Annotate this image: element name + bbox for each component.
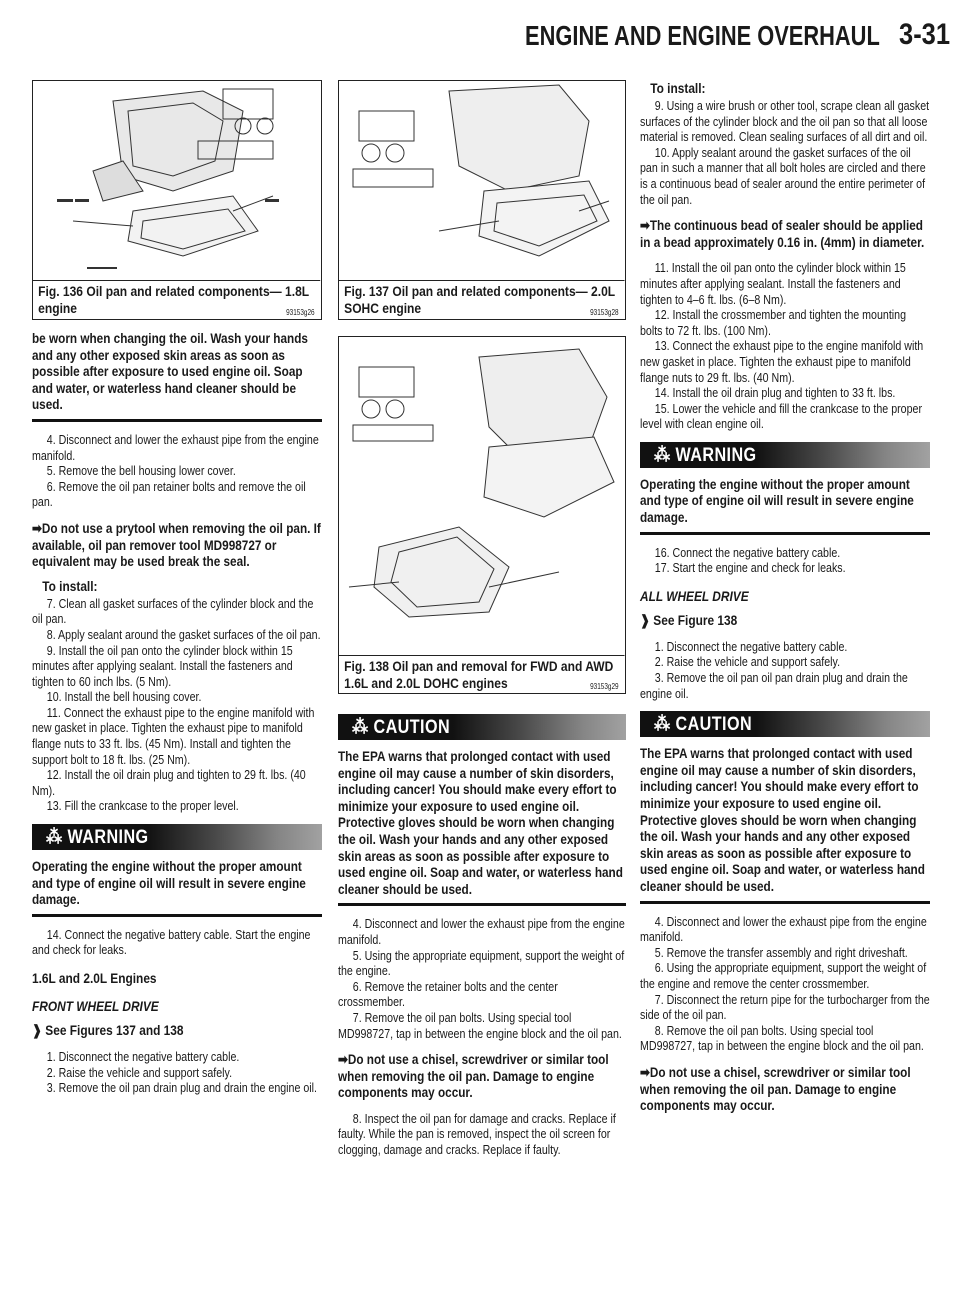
install-step-7: 7. Clean all gasket surfaces of the cylinder block and the oil pan. — [32, 595, 314, 627]
step-5: 5. Remove the bell housing lower cover. — [46, 463, 236, 479]
caution-banner — [338, 714, 626, 740]
figure-136-illustration — [33, 81, 321, 280]
step-4: 4. Disconnect and lower the exhaust pipe from the engine manifold. — [32, 431, 319, 463]
install-step-13: 13. Connect the exhaust pipe to the engine manifold with new gasket in place. Tighten the exhaust pipe to manifold flange nuts to 29 ft. lbs. (40 Nm). — [640, 338, 924, 385]
install-step-17: 17. Start the engine and check for leaks. — [654, 560, 846, 576]
install-step-14: 14. Install the oil drain plug and tighten to 33 ft. lbs. — [654, 385, 896, 401]
install-step-11: 11. Connect the exhaust pipe to the engine manifold with new gasket in place. Tighten the exhaust pipe to manifold flange nuts to 33 ft. lbs. (45 Nm). Install and tighten the support bolt to 18 ft. lbs. (25 Nm). — [32, 704, 315, 767]
awd-step-2: 2. Raise the vehicle and support safely. — [654, 654, 841, 670]
awd-step-6: 6. Using the appropriate equipment, support the weight of the engine and remove the center crossmember. — [640, 960, 927, 991]
oil-pan-diagram-icon — [339, 81, 623, 280]
note-chisel: ➡Do not use a chisel, screwdriver or similar tool when removing the oil pan. Damage to engine components may occur. — [640, 1063, 911, 1114]
section-heading: 1.6L and 2.0L Engines — [32, 970, 157, 986]
divider — [32, 419, 322, 422]
divider — [640, 532, 930, 535]
page-header — [430, 18, 950, 58]
install-heading: To install: — [42, 577, 98, 594]
awd-step-8: 8. Remove the oil pan bolts. Using special tool MD998727, tap in between the engine block and the oil pan. — [640, 1022, 924, 1054]
warning-text: Operating the engine without the proper amount and type of engine oil will result in severe engine damage. — [640, 475, 914, 526]
caution-text: The EPA warns that prolonged contact with used engine oil may cause a number of skin disorders, including cancer! You should make every effort to minimize your exposure to used engine oil. Protective gloves should be worn when changing the oil. Wash your hands and any other exposed skin areas as soon as possible after exposure to used engine oil. Soap and water, or waterless hand cleaner should be used. — [338, 748, 623, 897]
fwd-step-2: 2. Raise the vehicle and support safely. — [46, 1064, 233, 1080]
divider — [32, 914, 322, 917]
install-step-10: 10. Install the bell housing cover. — [46, 689, 202, 705]
reference-arrow-icon: ❱ — [32, 1022, 46, 1038]
caution-continued-text: be worn when changing the oil. Wash your hands and any other exposed skin areas as soon as possible after exposure to used engine oil. Soap and water, or waterless hand cleaner should be used. — [32, 330, 308, 413]
note-arrow-icon: ➡ — [32, 519, 42, 536]
figure-138-caption: Fig. 138 Oil pan and removal for FWD and AWD 1.6L and 2.0L DOHC engines — [339, 655, 624, 696]
awd-step-1: 1. Disconnect the negative battery cable. — [654, 638, 848, 654]
install-step-9: 9. Install the oil pan onto the cylinder block within 15 minutes after applying sealant. Install the fasteners and tighten to 60 inch lbs. (5 Nm). — [32, 642, 293, 689]
column-middle — [338, 80, 626, 1158]
subsection-heading: FRONT WHEEL DRIVE — [32, 998, 159, 1014]
warning-banner — [32, 824, 322, 850]
column-left — [32, 80, 322, 1096]
reference-arrow-icon: ❱ — [640, 611, 654, 628]
install-heading: To install: — [650, 80, 706, 96]
step-8: 8. Inspect the oil pan for damage and cracks. Replace if faulty. While the pan is removed, inspect the oil screen for clogging, damage and cracks. Replace if faulty. — [338, 1110, 616, 1158]
step-7: 7. Remove the oil pan bolts. Using special tool MD998727, tap in between the engine block and the oil pan. — [338, 1009, 622, 1041]
step-5: 5. Using the appropriate equipment, support the weight of the engine. — [338, 947, 625, 979]
chapter-title: ENGINE AND ENGINE OVERHAUL — [525, 20, 880, 51]
install-step-13: 13. Fill the crankcase to the proper level. — [46, 798, 239, 814]
step-6: 6. Remove the oil pan retainer bolts and remove the oil pan. — [32, 478, 306, 510]
figure-137-code: 93153g28 — [590, 308, 619, 317]
warning-banner — [640, 442, 930, 468]
figure-138 — [338, 336, 626, 694]
caution-banner — [640, 711, 930, 737]
awd-step-5: 5. Remove the transfer assembly and right driveshaft. — [654, 944, 908, 960]
warning-label: ⁂ WARNING — [654, 444, 757, 466]
caution-label: ⁂ CAUTION — [654, 714, 753, 736]
column-right — [640, 80, 930, 1114]
figure-138-code: 93153g29 — [590, 682, 619, 691]
note-arrow-icon: ➡ — [338, 1051, 348, 1068]
note-sealer-bead: ➡The continuous bead of sealer should be applied in a bead approximately 0.16 in. (4mm) in diameter. — [640, 217, 925, 250]
see-figures: ❱ See Figures 137 and 138 — [32, 1022, 184, 1038]
oil-pan-removal-diagram-icon — [339, 337, 623, 655]
install-step-9: 9. Using a wire brush or other tool, scrape clean all gasket surfaces of the cylinder block and the oil pan so that all loose material is removed. Clean sealing surfaces of all dirt and oil. — [640, 98, 930, 145]
figure-138-illustration — [339, 337, 625, 655]
page-number: 3-31 — [898, 18, 950, 51]
step-4: 4. Disconnect and lower the exhaust pipe from the engine manifold. — [338, 916, 625, 947]
awd-step-7: 7. Disconnect the return pipe for the turbocharger from the side of the oil pan. — [640, 991, 930, 1023]
see-figure: ❱ See Figure 138 — [640, 611, 738, 628]
figure-136 — [32, 80, 322, 320]
divider — [338, 903, 626, 906]
engine-oil-pan-diagram-icon — [33, 81, 319, 280]
install-step-12: 12. Install the oil drain plug and tighten to 29 ft. lbs. (40 Nm). — [32, 767, 306, 798]
figure-137 — [338, 80, 626, 320]
caution-text: The EPA warns that prolonged contact with used engine oil may cause a number of skin disorders, including cancer! You should make every effort to minimize your exposure to used engine oil. Protective gloves should be worn when changing the oil. Wash your hands and any other exposed skin areas as soon as possible after exposure to used engine oil. Soap and water, or waterless hand cleaner should be used. — [640, 745, 925, 894]
install-step-14: 14. Connect the negative battery cable. Start the engine and check for leaks. — [32, 926, 311, 958]
figure-137-illustration — [339, 81, 625, 280]
note-arrow-icon: ➡ — [640, 1063, 650, 1080]
subsection-heading: ALL WHEEL DRIVE — [640, 587, 749, 604]
caution-label: ⁂ CAUTION — [352, 717, 451, 738]
step-6: 6. Remove the retainer bolts and the center crossmember. — [338, 978, 558, 1010]
install-step-15: 15. Lower the vehicle and fill the crankcase to the proper level with clean engine oil. — [640, 400, 923, 432]
awd-step-4: 4. Disconnect and lower the exhaust pipe from the engine manifold. — [640, 913, 927, 945]
fwd-step-1: 1. Disconnect the negative battery cable. — [46, 1049, 240, 1064]
install-step-10: 10. Apply sealant around the gasket surfaces of the oil pan in such a manner that all bolt holes are circled and there is a continuous bead of sealer around the entire perimeter of the oil pan. — [640, 144, 926, 207]
install-step-12: 12. Install the crossmember and tighten the mounting bolts to 72 ft. lbs. (100 Nm). — [640, 307, 907, 338]
fwd-step-3: 3. Remove the oil pan drain plug and drain the engine oil. — [46, 1080, 318, 1096]
install-step-11: 11. Install the oil pan onto the cylinder block within 15 minutes after applying sealant. Install the fasteners and tighten to 4–6 ft. lbs. (6–8 Nm). — [640, 260, 906, 307]
install-step-16: 16. Connect the negative battery cable. — [654, 544, 841, 560]
figure-136-caption: Fig. 136 Oil pan and related components— 1.8L engine — [33, 280, 320, 321]
note-prytool: ➡Do not use a prytool when removing the oil pan. If available, oil pan remover tool MD998727 or equivalent may be used break the seal. — [32, 519, 321, 570]
install-step-8: 8. Apply sealant around the gasket surfaces of the oil pan. — [46, 626, 321, 642]
warning-label: ⁂ WARNING — [46, 827, 149, 849]
note-arrow-icon: ➡ — [640, 217, 650, 234]
awd-step-3: 3. Remove the oil pan oil pan drain plug and drain the engine oil. — [640, 670, 908, 701]
figure-136-code: 93153g26 — [286, 308, 315, 317]
warning-text: Operating the engine without the proper amount and type of engine oil will result in severe engine damage. — [32, 858, 306, 908]
divider — [640, 901, 930, 904]
figure-137-caption: Fig. 137 Oil pan and related components— 2.0L SOHC engine — [339, 280, 624, 321]
note-chisel: ➡Do not use a chisel, screwdriver or similar tool when removing the oil pan. Damage to engine components may occur. — [338, 1051, 609, 1101]
